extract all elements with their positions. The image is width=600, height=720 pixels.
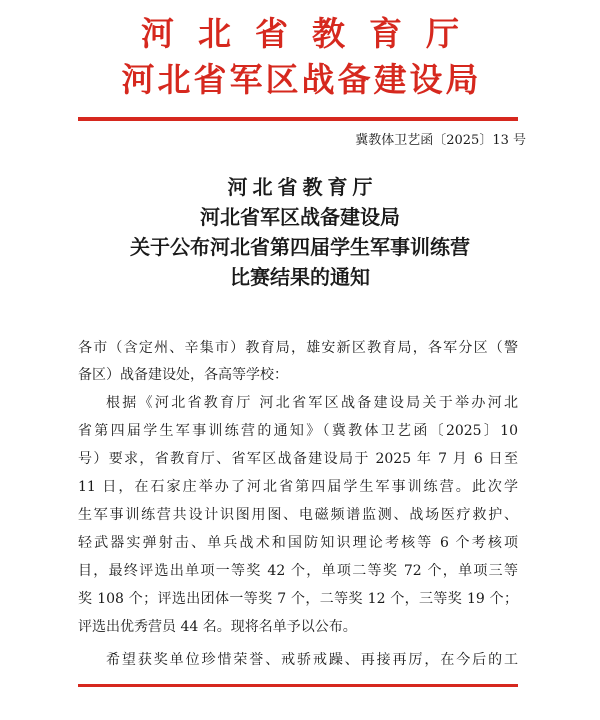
paragraph-1-line: 根据《河北省教育厅 河北省军区战备建设局关于举办河北 bbox=[106, 395, 518, 411]
title-line-4: 比赛结果的通知 bbox=[230, 265, 370, 289]
paragraph-1-line: 目，最终评选出单项一等奖 42 个，单项二等奖 72 个，单项三等 bbox=[78, 563, 518, 579]
paragraph-1-line: 评选出优秀营员 44 名。现将名单予以公布。 bbox=[78, 619, 357, 635]
document-number: 冀教体卫艺函〔2025〕13 号 bbox=[355, 133, 526, 148]
paragraph-2-line: 希望获奖单位珍惜荣誉、戒骄戒躁、再接再厉，在今后的工 bbox=[106, 652, 518, 668]
paragraph-1-line: 号）要求，省教育厅、省军区战备建设局于 2025 年 7 月 6 日至 bbox=[78, 451, 518, 467]
paragraph-1-line: 奖 108 个；评选出团体一等奖 7 个，二等奖 12 个，三等奖 19 个； bbox=[78, 591, 518, 607]
title-line-1: 河北省教育厅 bbox=[227, 175, 378, 199]
paragraph-1-line: 生军事训练营共设计识图用图、电磁频谱监测、战场医疗救护、 bbox=[78, 507, 518, 523]
addressee-line-2: 备区）战备建设处，各高等学校： bbox=[78, 367, 288, 383]
header-red-rule bbox=[78, 117, 518, 121]
title-line-3: 关于公布河北省第四届学生军事训练营 bbox=[130, 235, 470, 259]
title-line-2: 河北省军区战备建设局 bbox=[200, 205, 400, 229]
paragraph-1-line: 轻武器实弹射击、单兵战术和国防知识理论考核等 6 个考核项 bbox=[78, 535, 518, 551]
footer-red-rule bbox=[78, 684, 518, 687]
addressee-line-1: 各市（含定州、辛集市）教育局，雄安新区教育局，各军分区（警 bbox=[78, 340, 518, 356]
issuer-name-education-dept: 河北省教育厅 bbox=[141, 14, 483, 53]
paragraph-1-line: 11 日，在石家庄举办了河北省第四届学生军事训练营。此次学 bbox=[78, 479, 518, 495]
issuer-name-military-bureau: 河北省军区战备建设局 bbox=[121, 60, 482, 99]
paragraph-1-line: 省第四届学生军事训练营的通知》（冀教体卫艺函〔2025〕10 bbox=[78, 423, 518, 439]
